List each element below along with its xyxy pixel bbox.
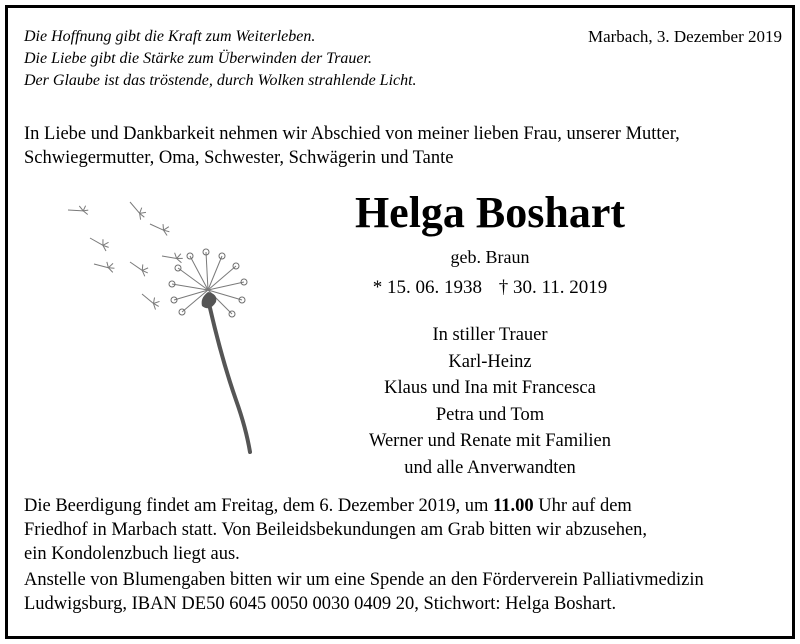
poem-line: Die Liebe gibt die Stärke zum Überwinden der Trauer. xyxy=(24,50,372,67)
intro-line: Schwiegermutter, Oma, Schwester, Schwägerin und Tante xyxy=(24,148,454,168)
mourners-list xyxy=(330,322,650,481)
mourner-line: Karl-Heinz xyxy=(448,351,532,372)
intro-line: In Liebe und Dankbarkeit nehmen wir Abschied von meiner lieben Frau, unserer Mutter, xyxy=(24,124,680,144)
maiden-name: geb. Braun xyxy=(450,247,530,267)
intro-text xyxy=(24,122,774,170)
donation-line: Ludwigsburg, IBAN DE50 6045 0050 0030 0409 20, Stichwort: Helga Boshart. xyxy=(24,594,617,614)
donation-line: Anstelle von Blumengaben bitten wir um eine Spende an den Förderverein Palliativmedizin xyxy=(24,570,704,590)
funeral-line: ein Kondolenzbuch liegt aus. xyxy=(24,544,240,564)
death-date: † 30. 11. 2019 xyxy=(498,277,608,298)
donation-notice xyxy=(24,568,784,616)
birth-date: * 15. 06. 1938 xyxy=(372,277,482,298)
dandelion-icon xyxy=(50,190,290,460)
poem-line: Die Hoffnung gibt die Kraft zum Weiterleben. xyxy=(24,28,316,45)
place-date: Marbach, 3. Dezember 2019 xyxy=(587,27,782,46)
mourner-line: Petra und Tom xyxy=(435,404,545,425)
deceased-name: Helga Boshart xyxy=(354,188,626,237)
poem xyxy=(24,26,417,92)
poem-line: Der Glaube ist das tröstende, durch Wolken strahlende Licht. xyxy=(24,72,417,89)
mourners-heading: In stiller Trauer xyxy=(432,325,548,345)
funeral-notice xyxy=(24,494,784,566)
mourner-line: Werner und Renate mit Familien xyxy=(368,431,612,451)
life-dates xyxy=(330,276,650,300)
funeral-line: Die Beerdigung findet am Freitag, dem 6. Dezember 2019, um 11.00 Uhr auf dem xyxy=(24,496,632,516)
funeral-line: Friedhof in Marbach statt. Von Beileidsbekundungen am Grab bitten wir abzusehen, xyxy=(24,520,648,540)
funeral-time: 11.00 xyxy=(493,496,534,516)
mourner-line: Klaus und Ina mit Francesca xyxy=(384,378,596,398)
mourner-line: und alle Anverwandten xyxy=(404,457,576,478)
